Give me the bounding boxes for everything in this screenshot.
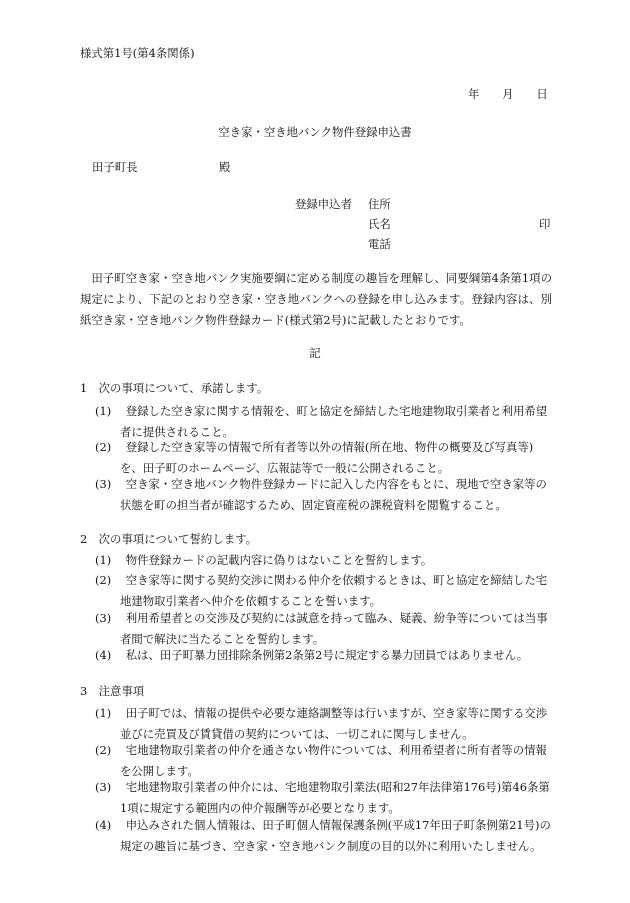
section-2-item-4: [95, 645, 552, 666]
address-label: 住所: [368, 197, 391, 211]
section-3-title: 3 注意事項: [80, 684, 145, 698]
item-number: (1): [95, 404, 112, 418]
section-3-item-3: [95, 777, 552, 819]
item-text: 物件登録カードの記載内容に偽りはないことを誓約します。: [125, 553, 433, 567]
form-title: 空き家・空き地バンク物件登録申込書: [218, 125, 412, 139]
section-2-item-1: [95, 550, 552, 571]
item-text: 申込みされた個人情報は、田子町個人情報保護条例(平成17年田子町条例第21号)の規定の趣旨に基づき、空き家・空き地バンク制度の目的以外に利用いたしません。: [120, 818, 551, 853]
ki-heading: 記: [309, 346, 321, 360]
item-text: 私は、田子町暴力団排除条例第2条第2号に規定する暴力団員ではありません。: [125, 648, 529, 662]
item-number: (2): [95, 440, 112, 454]
item-text: 空き家等に関する契約交渉に関わる仲介を依頼するときは、町と協定を締結した宅地建物取引業者へ仲介を依頼することを誓います。: [120, 573, 548, 608]
section-3-item-2: [95, 740, 552, 782]
item-text: 宅地建物取引業者の仲介には、宅地建物取引業法(昭和27年法律第176号)第46条第1項に規定する範囲内の仲介報酬等が必要となります。: [120, 780, 550, 815]
item-text: 登録した空き家等の情報で所有者等以外の情報(所在地、物件の概要及び写真等)を、田子町のホームページ、広報誌等で一般に公開されること。: [120, 440, 534, 475]
section-1-item-2: [95, 437, 552, 479]
item-number: (2): [95, 743, 112, 757]
item-number: (3): [95, 780, 112, 794]
phone-label: 電話: [368, 237, 391, 251]
item-number: (3): [95, 477, 112, 491]
name-label: 氏名: [368, 217, 391, 231]
section-1-item-3: [95, 474, 552, 516]
section-3-item-4: [95, 815, 552, 857]
item-number: (1): [95, 706, 112, 720]
item-text: 空き家・空き地バンク物件登録カードに記入した内容をもとに、現地で空き家等の状態を町の担当者が確認するため、固定資産税の課税資料を閲覧すること。: [120, 477, 547, 512]
section-1-title: 1 次の事項について、承諾します。: [80, 381, 269, 395]
intro-paragraph: 田子町空き家・空き地バンク実施要綱に定める制度の趣旨を理解し、同要綱第4条第1項の規定により、下記のとおり空き家・空き地バンクへの登録を申し込みます。登録内容は、別紙空き家・空き地バンク物件登録カード(様式第2号)に記載したとおりです。: [80, 271, 552, 327]
date-line: 年 月 日: [468, 87, 548, 101]
item-text: 田子町では、情報の提供や必要な連絡調整等は行いますが、空き家等に関する交渉並びに売買及び賃貸借の契約については、一切これに関与しません。: [120, 706, 548, 741]
form-number: 様式第1号(第4条関係): [80, 46, 195, 60]
item-number: (4): [95, 648, 112, 662]
section-2-title: 2 次の事項について誓約します。: [80, 532, 257, 546]
item-text: 登録した空き家に関する情報を、町と協定を締結した宅地建物取引業者と利用希望者に提供されること。: [120, 404, 548, 439]
addressee-honorific: 殿: [219, 160, 231, 174]
item-text: 宅地建物取引業者の仲介を通さない物件については、利用希望者に所有者等の情報を公開します。: [120, 743, 547, 778]
item-number: (4): [95, 818, 112, 832]
section-3-item-1: [95, 703, 552, 745]
applicant-label: 登録申込者: [295, 197, 352, 211]
seal-mark: 印: [539, 217, 551, 231]
addressee-mayor: 田子町長: [92, 160, 138, 174]
section-2-item-2: [95, 570, 552, 612]
item-number: (3): [95, 611, 112, 625]
item-number: (2): [95, 573, 112, 587]
item-text: 利用希望者との交渉及び契約には誠意を持って臨み、疑義、紛争等については当事者間で解決に当たることを誓約します。: [120, 611, 548, 646]
item-number: (1): [95, 553, 112, 567]
section-2-item-3: [95, 608, 552, 650]
